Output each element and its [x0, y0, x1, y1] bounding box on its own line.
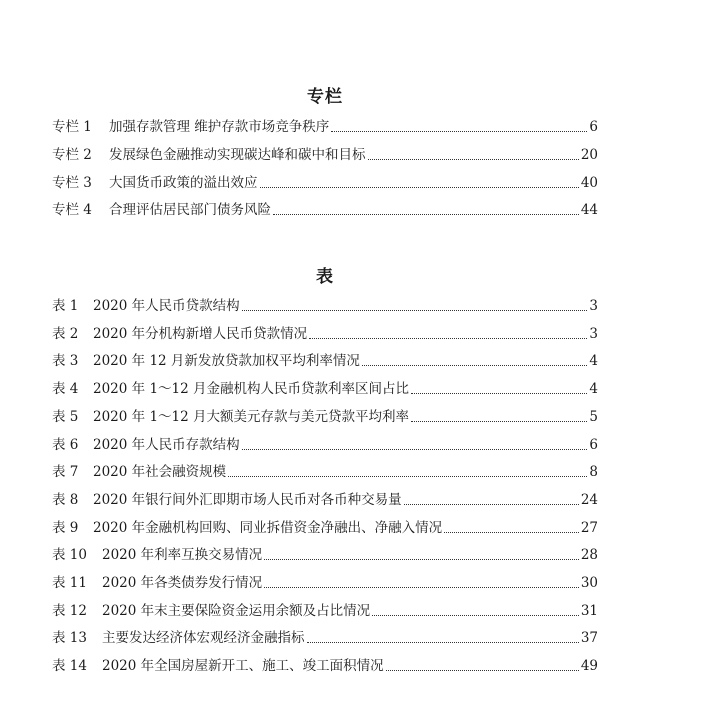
toc-entry-title: 2020 年 12 月新发放贷款加权平均利率情况	[93, 353, 360, 370]
toc-entry-title: 2020 年全国房屋新开工、施工、竣工面积情况	[102, 658, 384, 675]
column-toc-entry[interactable]	[52, 200, 598, 220]
toc-entry-title: 加强存款管理 维护存款市场竞争秩序	[109, 119, 330, 135]
toc-entry-label: 表 1	[52, 298, 79, 314]
dot-leader	[242, 449, 588, 450]
toc-entry-page-number: 49	[580, 658, 598, 675]
toc-entry-title: 2020 年分机构新增人民币贷款情况	[93, 325, 308, 342]
toc-entry-title: 2020 年社会融资规模	[93, 464, 227, 481]
column-toc-entry[interactable]	[52, 145, 598, 165]
table-toc-entry[interactable]	[52, 296, 598, 316]
toc-entry-title: 大国货币政策的溢出效应	[109, 174, 258, 191]
dot-leader	[362, 365, 587, 366]
table-toc-entry[interactable]	[52, 628, 598, 648]
toc-entry-label: 表 3	[52, 353, 79, 370]
toc-entry-title: 2020 年利率互换交易情况	[102, 547, 263, 564]
table-toc-entry[interactable]	[52, 324, 598, 344]
tables-section-title: 表	[316, 267, 334, 287]
toc-entry-title: 2020 年人民币贷款结构	[93, 298, 240, 314]
toc-entry-title: 2020 年 1～12 月大额美元存款与美元贷款平均利率	[93, 408, 409, 425]
toc-entry-label: 专栏 1	[52, 119, 92, 135]
toc-entry-title: 发展绿色金融推动实现碳达峰和碳中和目标	[109, 146, 366, 163]
toc-entry-title: 主要发达经济体宏观经济金融指标	[102, 630, 305, 647]
toc-entry-page-number: 6	[589, 119, 598, 135]
toc-entry-title: 2020 年各类债券发行情况	[102, 575, 263, 591]
toc-entry-label: 表 2	[52, 325, 79, 342]
dot-leader	[242, 310, 588, 311]
toc-entry-page-number: 30	[580, 575, 598, 591]
dot-leader	[260, 187, 579, 188]
toc-entry-label: 专栏 2	[52, 146, 92, 163]
toc-entry-title: 2020 年银行间外汇即期市场人民币对各币种交易量	[93, 491, 402, 508]
table-toc-entry[interactable]	[52, 407, 598, 427]
toc-entry-label: 专栏 4	[52, 202, 92, 219]
columns-section-title: 专栏	[307, 87, 343, 107]
toc-entry-label: 表 6	[52, 436, 79, 453]
table-toc-entry[interactable]	[52, 435, 598, 455]
toc-entry-page-number: 8	[589, 464, 598, 481]
dot-leader	[411, 393, 587, 394]
dot-leader	[331, 131, 587, 132]
toc-entry-page-number: 3	[589, 325, 598, 342]
table-toc-entry[interactable]	[52, 656, 598, 676]
toc-entry-page-number: 6	[589, 436, 598, 453]
toc-entry-page-number: 24	[580, 491, 598, 508]
dot-leader	[273, 214, 579, 215]
dot-leader	[372, 615, 579, 616]
toc-entry-title: 2020 年末主要保险资金运用余额及占比情况	[102, 602, 371, 619]
toc-entry-label: 表 4	[52, 381, 79, 398]
column-toc-entry[interactable]	[52, 117, 598, 137]
toc-entry-page-number: 27	[580, 519, 598, 536]
toc-entry-page-number: 40	[580, 174, 598, 191]
toc-entry-label: 表 8	[52, 491, 79, 508]
table-toc-entry[interactable]	[52, 545, 598, 565]
toc-entry-page-number: 5	[589, 408, 598, 425]
table-toc-entry[interactable]	[52, 573, 598, 593]
toc-entry-page-number: 4	[589, 381, 598, 398]
dot-leader	[404, 504, 579, 505]
toc-entry-page-number: 31	[580, 602, 598, 619]
table-toc-entry[interactable]	[52, 351, 598, 371]
table-toc-entry[interactable]	[52, 490, 598, 510]
toc-entry-label: 表 10	[52, 547, 87, 564]
toc-entry-page-number: 20	[580, 146, 598, 163]
toc-entry-title: 2020 年人民币存款结构	[93, 436, 240, 453]
dot-leader	[307, 642, 579, 643]
toc-entry-label: 表 14	[52, 658, 87, 675]
table-toc-entry[interactable]	[52, 518, 598, 538]
toc-entry-page-number: 3	[589, 298, 598, 314]
toc-entry-label: 专栏 3	[52, 174, 92, 191]
dot-leader	[228, 476, 587, 477]
toc-entry-label: 表 13	[52, 630, 87, 647]
table-toc-entry[interactable]	[52, 601, 598, 621]
toc-entry-page-number: 44	[580, 202, 598, 219]
toc-entry-label: 表 9	[52, 519, 79, 536]
toc-entry-page-number: 28	[580, 547, 598, 564]
toc-entry-title: 合理评估居民部门债务风险	[109, 202, 271, 219]
dot-leader	[411, 421, 587, 422]
column-toc-entry[interactable]	[52, 173, 598, 193]
toc-entry-label: 表 11	[52, 575, 87, 591]
dot-leader	[264, 559, 579, 560]
table-toc-entry[interactable]	[52, 379, 598, 399]
toc-entry-page-number: 4	[589, 353, 598, 370]
toc-entry-page-number: 37	[580, 630, 598, 647]
toc-entry-label: 表 5	[52, 408, 79, 425]
toc-entry-title: 2020 年 1～12 月金融机构人民币贷款利率区间占比	[93, 381, 409, 398]
dot-leader	[264, 587, 579, 588]
toc-entry-label: 表 12	[52, 602, 87, 619]
dot-leader	[368, 159, 579, 160]
toc-entry-label: 表 7	[52, 464, 79, 481]
dot-leader	[386, 670, 579, 671]
dot-leader	[444, 532, 579, 533]
dot-leader	[309, 338, 587, 339]
table-toc-entry[interactable]	[52, 462, 598, 482]
toc-entry-title: 2020 年金融机构回购、同业拆借资金净融出、净融入情况	[93, 519, 443, 536]
